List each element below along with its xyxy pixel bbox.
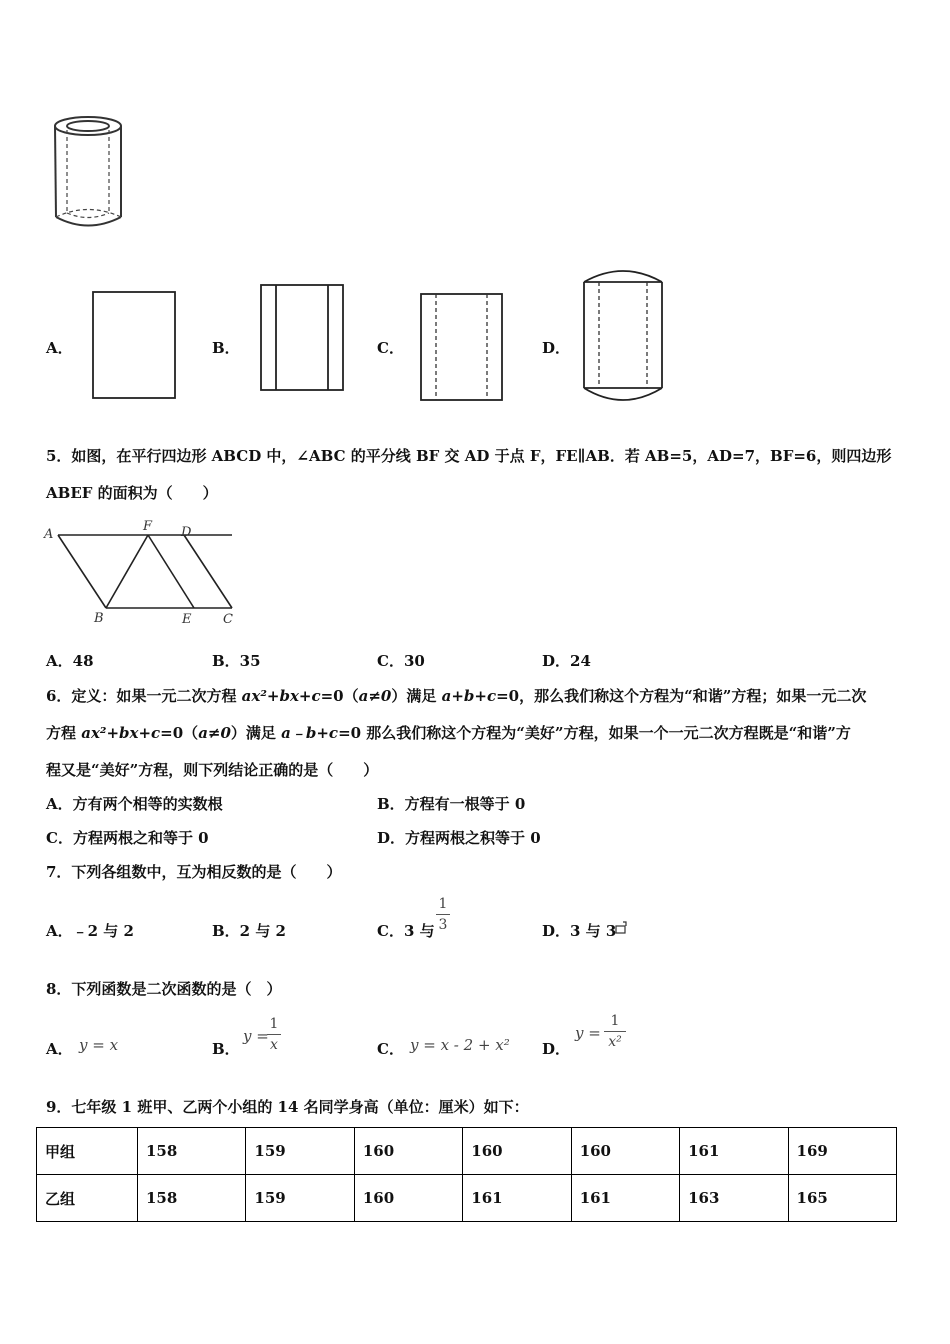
- table-cell: 163: [680, 1175, 788, 1222]
- table-row: [37, 1175, 897, 1222]
- q7-option-d: D．3 与 3: [542, 922, 617, 940]
- q5-option-c: C．30: [377, 652, 425, 670]
- heights-table: [36, 1127, 897, 1222]
- q9-stem: 9．七年级 1 班甲、乙两个小组的 14 名同学身高（单位：厘米）如下：: [46, 1098, 529, 1116]
- q7-fraction-denominator: 3: [438, 917, 448, 933]
- q6-option-d: D．方程两根之积等于 0: [377, 829, 541, 847]
- label-C: C: [223, 612, 233, 627]
- table-cell: 161: [571, 1175, 679, 1222]
- q4-option-c-label: C．: [377, 339, 404, 357]
- label-E: E: [182, 612, 192, 627]
- cylinder-figure: [50, 112, 130, 232]
- q6-option-a: A．方有两个相等的实数根: [46, 795, 223, 813]
- q7-option-a: A．﹣2 与 2: [46, 922, 134, 940]
- q8-option-d-lhs: y =: [575, 1024, 601, 1042]
- q8-option-c-formula: y = x - 2 + x²: [410, 1036, 510, 1054]
- table-cell: 161: [680, 1128, 788, 1175]
- q8-option-b-fraction: [267, 1016, 281, 1053]
- q8-option-a-formula: y = x: [79, 1036, 119, 1054]
- q4-option-d-figure: [580, 266, 670, 406]
- q8-option-d-fraction: [604, 1013, 626, 1050]
- label-D: D: [181, 525, 192, 540]
- row-header: 乙组: [37, 1175, 138, 1222]
- table-row: [37, 1128, 897, 1175]
- q7-option-c: C．3 与: [377, 922, 435, 940]
- q7-option-d-glyph: [613, 920, 631, 936]
- table-cell: 160: [354, 1175, 462, 1222]
- q8-option-b-denominator: x: [270, 1037, 278, 1053]
- q5-option-b: B．35: [212, 652, 261, 670]
- q6-option-c: C．方程两根之和等于 0: [46, 829, 209, 847]
- q8-option-c-label: C．: [377, 1040, 404, 1058]
- label-F: F: [143, 519, 153, 534]
- q4-option-a-figure: [92, 291, 178, 401]
- q8-option-b-label: B．: [212, 1040, 240, 1058]
- q7-fraction: [436, 896, 450, 933]
- q7-fraction-numerator: 1: [438, 896, 448, 912]
- table-cell: 159: [246, 1128, 354, 1175]
- q6-option-b: B．方程有一根等于 0: [377, 795, 526, 813]
- table-cell: 158: [138, 1175, 246, 1222]
- q8-option-d-numerator: 1: [610, 1013, 620, 1029]
- q6-stem-line2: 方程 ax²+bx+c=0（a≠0）满足 a﹣b+c=0 那么我们称这个方程为“美好”方程，如果一个一元二次方程既是“和谐”方: [46, 724, 851, 742]
- q4-option-c-figure: [420, 293, 506, 403]
- q4-option-b-figure: [260, 284, 346, 394]
- table-cell: 160: [354, 1128, 462, 1175]
- q8-option-a-label: A．: [46, 1040, 73, 1058]
- q8-stem: 8．下列函数是二次函数的是（ ）: [46, 980, 282, 998]
- q4-option-d-label: D．: [542, 339, 571, 357]
- q7-option-b: B．2 与 2: [212, 922, 286, 940]
- q8-option-b-lhs: y =: [243, 1027, 269, 1045]
- table-cell: 161: [463, 1175, 571, 1222]
- table-cell: 160: [571, 1128, 679, 1175]
- q5-option-d: D．24: [542, 652, 591, 670]
- table-cell: 160: [463, 1128, 571, 1175]
- q4-option-a-label: A．: [46, 339, 73, 357]
- q6-stem-line1: 6．定义：如果一元二次方程 ax²+bx+c=0（a≠0）满足 a+b+c=0，那么我们称这个方程为“和谐”方程；如果一元二次: [46, 687, 867, 705]
- q5-option-a: A．48: [46, 652, 94, 670]
- q6-stem-line3: 程又是“美好”方程，则下列结论正确的是（ ）: [46, 761, 379, 779]
- q5-stem-line1: 5．如图，在平行四边形 ABCD 中，∠ABC 的平分线 BF 交 AD 于点 F，FE∥AB．若 AB=5，AD=7，BF=6，则四边形: [46, 447, 892, 465]
- q8-option-d-label: D．: [542, 1040, 571, 1058]
- label-A: A: [44, 527, 54, 542]
- q4-option-b-label: B．: [212, 339, 240, 357]
- q8-option-d-denominator: x²: [608, 1034, 622, 1050]
- label-B: B: [94, 611, 104, 626]
- parallelogram-figure: [42, 518, 242, 630]
- table-cell: 159: [246, 1175, 354, 1222]
- q7-stem: 7．下列各组数中，互为相反数的是（ ）: [46, 863, 342, 881]
- table-cell: 158: [138, 1128, 246, 1175]
- q5-stem-line2: ABEF 的面积为（ ）: [46, 484, 218, 502]
- q8-option-b-numerator: 1: [269, 1016, 279, 1032]
- table-cell: 165: [788, 1175, 896, 1222]
- row-header: 甲组: [37, 1128, 138, 1175]
- table-cell: 169: [788, 1128, 896, 1175]
